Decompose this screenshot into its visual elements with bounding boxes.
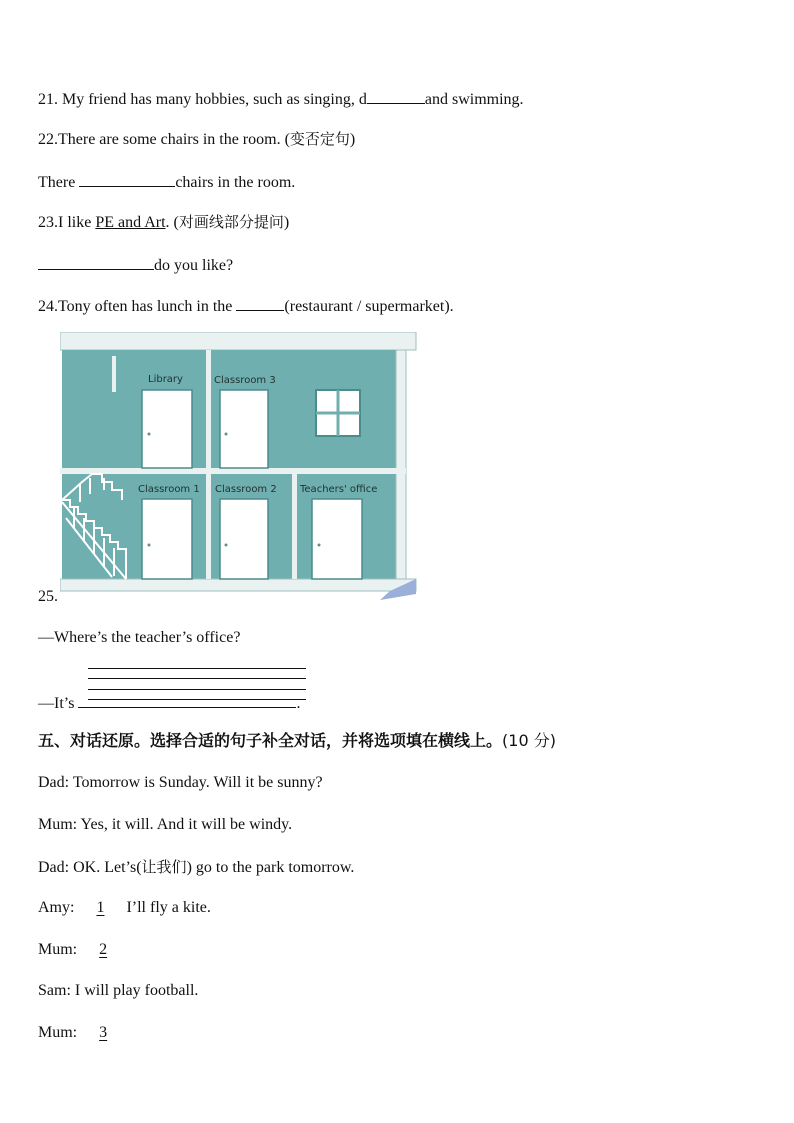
question-21 xyxy=(38,88,524,110)
section-5-heading xyxy=(38,731,556,751)
school-building-picture xyxy=(60,332,418,604)
section-points: (10 分) xyxy=(502,731,556,750)
question-number: 25. xyxy=(38,588,58,605)
room-label-library: Library xyxy=(148,374,183,385)
room-label-classroom-3: Classroom 3 xyxy=(214,375,276,386)
speaker: Mum: xyxy=(38,1024,78,1041)
room-label-classroom-2: Classroom 2 xyxy=(215,484,277,495)
dialog-line xyxy=(38,1023,123,1043)
question-number: 23 xyxy=(38,214,54,231)
dialog-line xyxy=(38,940,123,960)
speaker: Sam: xyxy=(38,982,71,999)
instruction-cn: 对画线部分提问 xyxy=(178,213,284,231)
speaker: Mum: xyxy=(38,941,78,958)
question-24: 24.Tony often has lunch in the (restaurant / supermarket). xyxy=(38,295,454,317)
dialog-line: Sam: I will play football. xyxy=(38,982,199,999)
answer-blank[interactable] xyxy=(78,692,296,708)
speaker: Dad: xyxy=(38,859,70,876)
dialog-line: Amy: 1 I’ll fly a kite. xyxy=(38,899,211,916)
room-label-classroom-1: Classroom 1 xyxy=(138,484,200,495)
question-23: 23.I like PE and Art. (对画线部分提问) xyxy=(38,213,290,231)
question-number: 24 xyxy=(38,298,54,315)
answer-blank[interactable] xyxy=(38,254,154,270)
question-text: and swimming. xyxy=(424,91,524,108)
answer-line-23: do you like? xyxy=(38,254,233,276)
question-22: 22.There are some chairs in the room. (变否定句) xyxy=(38,130,356,148)
dialog-line: Dad: Tomorrow is Sunday. Will it be sunny? xyxy=(38,774,323,791)
question-number: 22 xyxy=(38,131,54,148)
answer-blank[interactable] xyxy=(367,88,425,104)
room-label-teachers-office: Teachers' office xyxy=(300,484,378,495)
dialog-line: Mum: Yes, it will. And it will be windy. xyxy=(38,816,293,833)
speaker: Dad: xyxy=(38,774,70,791)
speaker: Mum: xyxy=(38,816,78,833)
instruction-cn: 变否定句 xyxy=(289,130,350,148)
answer-blank-1[interactable]: 1 xyxy=(96,899,105,916)
answer-blank-3[interactable]: 3 xyxy=(99,1024,108,1041)
answer-blank[interactable] xyxy=(236,295,284,311)
dialog-line: Dad: OK. Let’s(让我们) go to the park tomorrow. xyxy=(38,858,355,876)
question-text: . My friend has many hobbies, such as singing, d xyxy=(54,91,367,108)
dialog-answer-25: —It’s . xyxy=(38,692,300,714)
dialog-question-25: —Where’s the teacher’s office? xyxy=(38,629,241,646)
underlined-phrase: PE and Art xyxy=(95,214,166,231)
speaker: Amy: xyxy=(38,899,75,916)
section-title: 五、对话还原。选择合适的句子补全对话，并将选项填在横线上。 xyxy=(38,731,503,750)
answer-blank[interactable] xyxy=(79,171,175,187)
question-number: 21 xyxy=(38,91,54,108)
question-text: .There are some chairs in the room. ( xyxy=(54,131,290,148)
answer-line-22: There chairs in the room. xyxy=(38,171,295,193)
answer-blank-2[interactable]: 2 xyxy=(99,941,108,958)
